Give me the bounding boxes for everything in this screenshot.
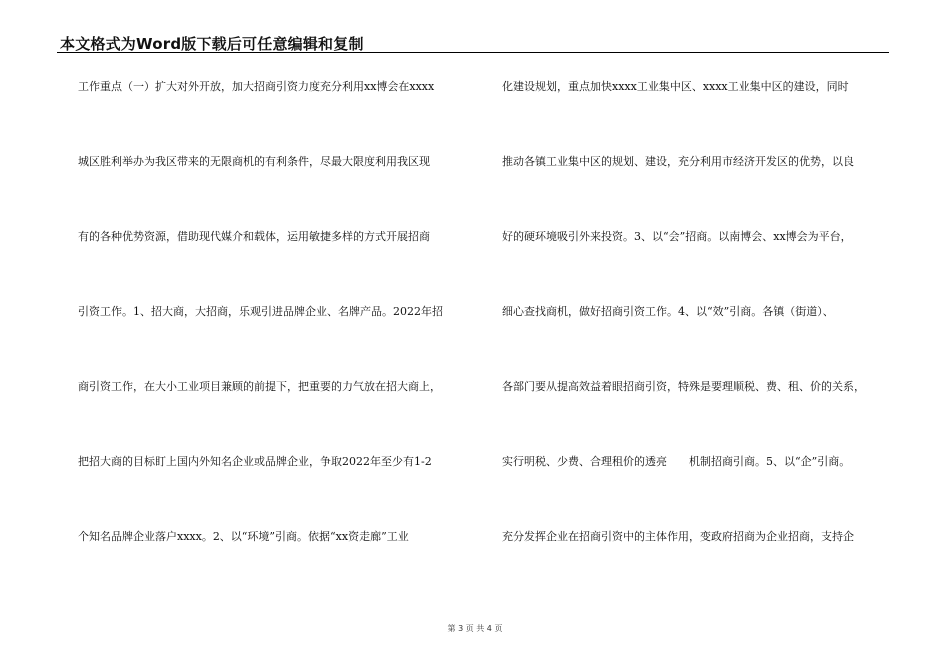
text-line: 各部门要从提高效益着眼招商引资，特殊是要理顺税、费、租、价的关系，	[502, 380, 865, 393]
text-line: 城区胜利举办为我区带来的无限商机的有利条件，尽最大限度利用我区现	[78, 155, 430, 168]
text-line: 细心查找商机，做好招商引资工作。4、以“效”引商。各镇（街道）、	[502, 305, 834, 318]
text-line: 推动各镇工业集中区的规划、建设，充分利用市经济开发区的优势，以良	[502, 155, 854, 168]
document-header-title: 本文格式为Word版下载后可任意编辑和复制	[60, 35, 364, 53]
left-text-column	[78, 79, 470, 604]
text-line: 充分发挥企业在招商引资中的主体作用，变政府招商为企业招商，支持企	[502, 530, 854, 543]
text-line: 工作重点（一）扩大对外开放，加大招商引资力度充分利用xx博会在xxxx	[78, 80, 435, 93]
text-line: 实行明税、少费、合理租价的透亮 机制招商引商。5、以“企”引商。	[502, 455, 851, 468]
text-line: 有的各种优势资源，借助现代媒介和载体，运用敏捷多样的方式开展招商	[78, 230, 430, 243]
text-line: 商引资工作，在大小工业项目兼顾的前提下，把重要的力气放在招大商上，	[78, 380, 441, 393]
text-line: 好的硬环境吸引外来投资。3、以“会”招商。以南博会、xx博会为平台，	[502, 230, 852, 243]
text-line: 个知名品牌企业落户xxxx。2、以“环境”引商。依据“xx资走廊”工业	[78, 530, 409, 543]
text-line: 把招大商的目标盯上国内外知名企业或品牌企业，争取2022年至少有1-2	[78, 455, 432, 468]
right-text-column	[502, 79, 894, 604]
header-divider	[57, 52, 889, 53]
text-line: 引资工作。1、招大商，大招商，乐观引进品牌企业、名牌产品。2022年招	[78, 305, 443, 318]
page-number-footer: 第 3 页 共 4 页	[447, 624, 503, 633]
text-line: 化建设规划，重点加快xxxx工业集中区、xxxx工业集中区的建设，同时	[502, 80, 849, 93]
